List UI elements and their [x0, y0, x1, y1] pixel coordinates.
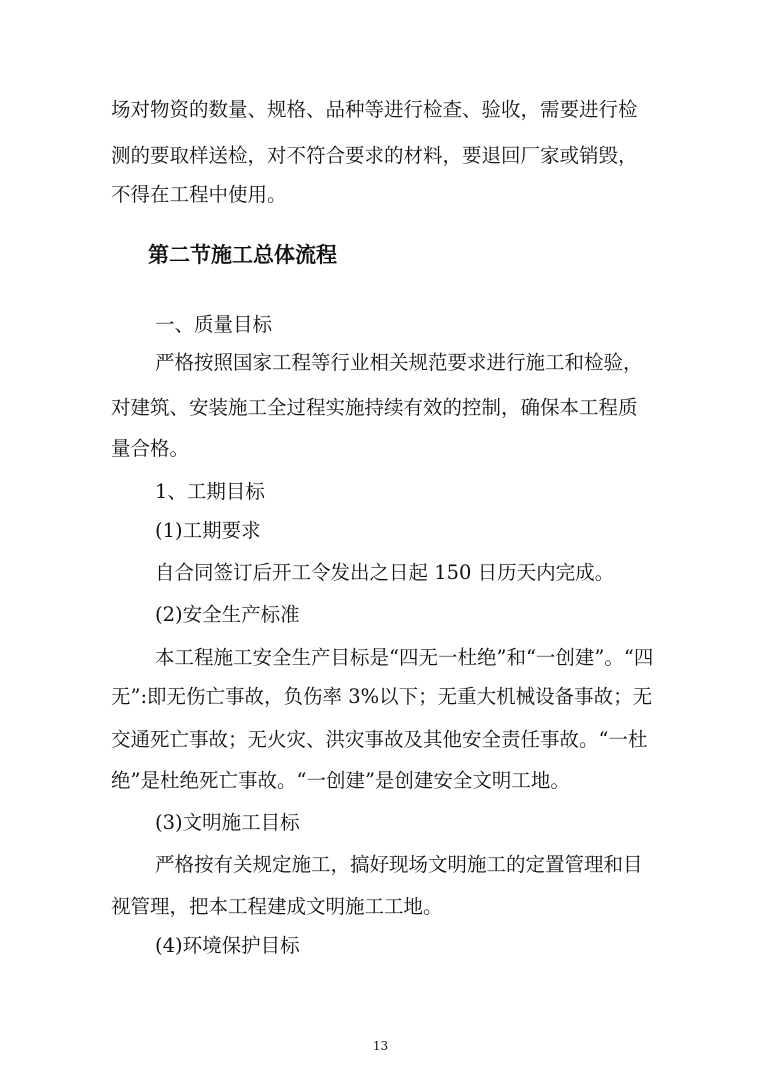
schedule-sub-heading: (1)工期要求	[155, 519, 261, 542]
paragraph-line: 对建筑、安装施工全过程实施持续有效的控制，确保本工程质	[111, 396, 638, 419]
paragraph-line: 交通死亡事故；无火灾、洪灾事故及其他安全责任事故。“一杜	[111, 728, 648, 751]
paragraph-line: 本工程施工安全生产目标是“四无一杜绝”和“一创建”。“四	[155, 646, 654, 669]
paragraph-line: 不得在工程中使用。	[111, 183, 287, 206]
page-number: 13	[372, 1039, 389, 1053]
quality-heading: 一、质量目标	[155, 313, 273, 336]
paragraph-line: 严格按有关规定施工，搞好现场文明施工的定置管理和目	[155, 853, 643, 876]
schedule-heading: 1、工期目标	[155, 480, 265, 503]
paragraph-line: 视管理，把本工程建成文明施工工地。	[111, 895, 443, 918]
safety-heading: (2)安全生产标准	[155, 603, 300, 626]
paragraph-line: 严格按照国家工程等行业相关规范要求进行施工和检验，	[155, 351, 643, 374]
paragraph-line: 测的要取样送检，对不符合要求的材料，要退回厂家或销毁，	[111, 144, 638, 167]
paragraph-line: 量合格。	[111, 437, 190, 460]
paragraph-line: 绝”是杜绝死亡事故。“一创建”是创建安全文明工地。	[111, 769, 570, 792]
section-heading: 第二节施工总体流程	[148, 242, 337, 267]
schedule-text: 自合同签订后开工令发出之日起 150 日历天内完成。	[155, 561, 615, 584]
paragraph-line: 无”:即无伤亡事故，负伤率 3%以下；无重大机械设备事故；无	[111, 685, 653, 708]
env-heading: (4)环境保护目标	[155, 934, 300, 957]
civil-heading: (3)文明施工目标	[155, 811, 300, 834]
paragraph-line: 场对物资的数量、规格、品种等进行检查、验收，需要进行检	[111, 98, 638, 121]
